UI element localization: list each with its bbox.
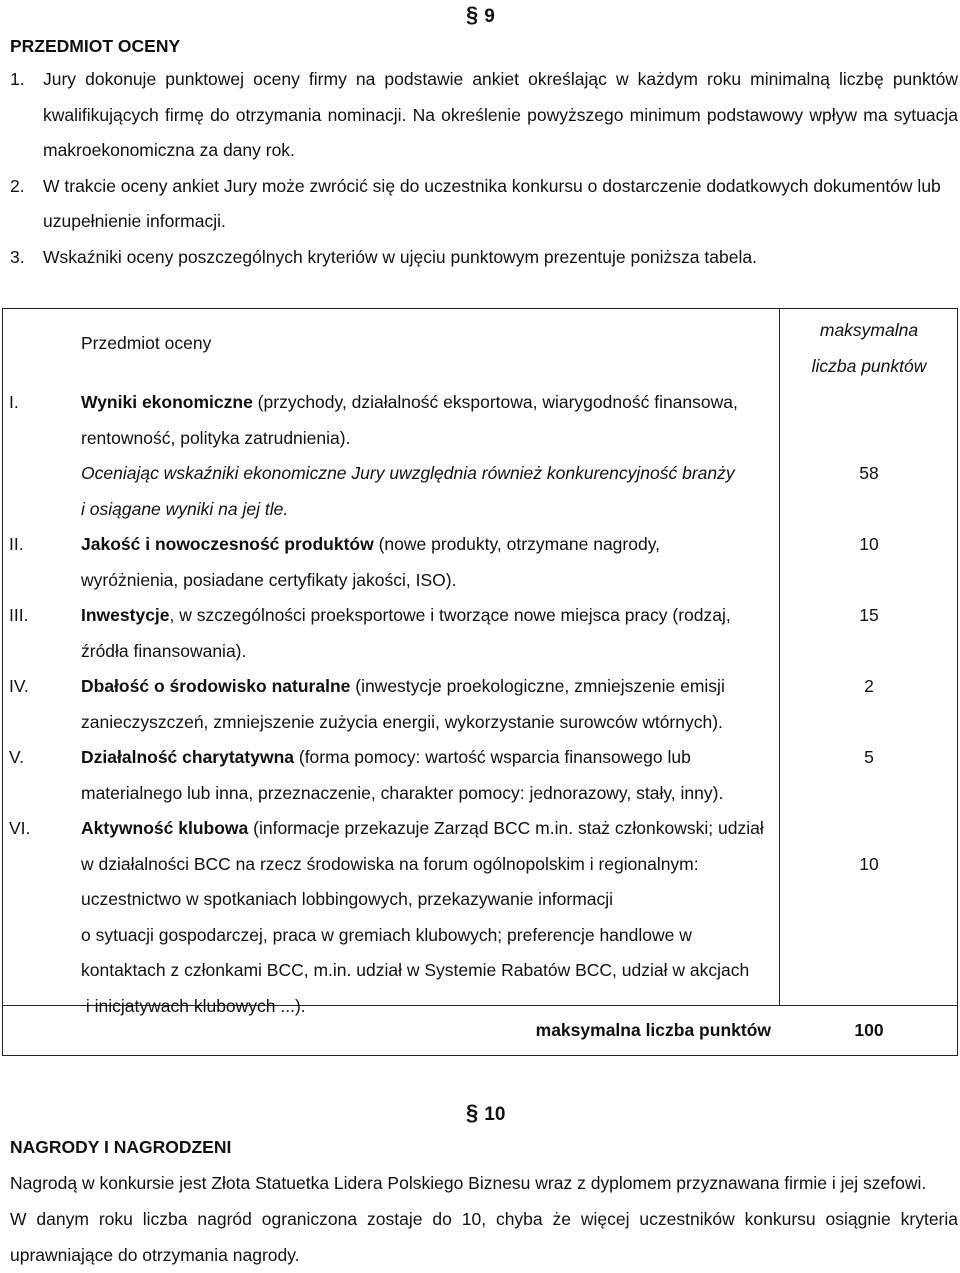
section-10-number: 10 — [484, 1104, 506, 1125]
total-value: 100 — [854, 1020, 884, 1040]
criterion-desc: (forma pomocy: wartość wsparcia finansowego lub — [294, 747, 691, 767]
criterion-title: Aktywność klubowa — [81, 818, 249, 838]
header-points-line2: liczba punktów — [811, 356, 927, 376]
header-subject: Przedmiot oceny — [81, 333, 212, 353]
criterion-title: Wyniki ekonomiczne — [81, 392, 253, 412]
criterion-number: VI. — [9, 818, 31, 838]
criterion-title: Dbałość o środowisko naturalne — [81, 676, 351, 696]
criterion-line: wyróżnienia, posiadane certyfikaty jakości, ISO). — [81, 570, 457, 590]
criterion-note: i osiągane wyniki na jej tle. — [81, 499, 289, 519]
criterion-desc: (inwestycje proekologiczne, zmniejszenie emisji — [350, 676, 725, 696]
criterion-line: zanieczyszczeń, zmniejszenie zużycia energii, wykorzystanie surowców wtórnych). — [81, 712, 723, 732]
criterion-note: Oceniając wskaźniki ekonomiczne Jury uwzględnia również konkurencyjność branży — [81, 463, 735, 483]
criterion-points: 2 — [864, 676, 874, 696]
list-item-text: W trakcie oceny ankiet Jury może zwrócić się do uczestnika konkursu o dostarczenie dodatkowych dokumentów lub uzupełnienie informacji. — [43, 175, 941, 231]
table-column-divider — [779, 309, 780, 1006]
section-sign-icon: § — [466, 1100, 479, 1125]
criterion-line: i inicjatywach klubowych ...). — [81, 996, 306, 1016]
criterion-line: w działalności BCC na rzecz środowiska na forum ogólnopolskim i regionalnym: — [81, 854, 699, 874]
list-item-text: Jury dokonuje punktowej oceny firmy na podstawie ankiet określając w każdym roku minimalną liczbę punktów kwalifikujących firmę do otrzymania nominacji. Na określenie powyższego minimum podstawowy wpływ ma sytuacja makroekonomiczna za dany rok. — [43, 69, 958, 160]
criterion-desc: (nowe produkty, otrzymane nagrody, — [373, 534, 661, 554]
criterion-desc: , w szczególności proeksportowe i tworzące nowe miejsca pracy (rodzaj, — [169, 605, 731, 625]
criterion-points: 5 — [864, 747, 874, 767]
criterion-number: I. — [9, 392, 19, 412]
criterion-points: 58 — [859, 463, 879, 483]
section-sign-icon: § — [466, 2, 479, 27]
criterion-line: rentowność, polityka zatrudnienia). — [81, 428, 351, 448]
criterion-number: II. — [9, 534, 24, 554]
criterion-title: Działalność charytatywna — [81, 747, 294, 767]
criterion-title: Jakość i nowoczesność produktów — [81, 534, 374, 554]
criterion-line — [81, 598, 775, 634]
criterion-number: V. — [9, 747, 24, 767]
criterion-number: III. — [9, 605, 29, 625]
criterion-line: uczestnictwo w spotkaniach lobbingowych, przekazywanie informacji — [81, 889, 614, 909]
criterion-line — [81, 740, 775, 776]
criterion-desc: (informacje przekazuje Zarząd BCC m.in. staż członkowski; udział — [248, 818, 764, 838]
criterion-line — [81, 811, 775, 847]
section-9-list — [10, 62, 958, 275]
scoring-table — [2, 308, 958, 1056]
section-10-paragraph-2: W danym roku liczba nagród ograniczona zostaje do 10, chyba że więcej uczestników konkursu osiągnie kryteria uprawniające do otrzymania nagrody. — [10, 1209, 958, 1265]
criterion-line: źródła finansowania). — [81, 641, 247, 661]
criterion-line — [81, 385, 775, 421]
header-points-line1: maksymalna — [819, 320, 919, 340]
criterion-line — [81, 669, 775, 705]
list-item-number: 1. — [10, 69, 25, 89]
list-item-number: 2. — [10, 175, 25, 196]
criterion-points: 15 — [859, 605, 879, 625]
criterion-desc: (przychody, działalność eksportowa, wiarygodność finansowa, — [252, 392, 738, 412]
criterion-line: kontaktach z członkami BCC, m.in. udział w Systemie Rabatów BCC, udział w akcjach — [81, 960, 750, 980]
criterion-title: Inwestycje — [81, 605, 170, 625]
criterion-number: IV. — [9, 676, 29, 696]
total-label: maksymalna liczba punktów — [535, 1020, 771, 1040]
section-9-heading: PRZEDMIOT OCENY — [10, 36, 181, 56]
section-10-mark — [466, 1100, 505, 1126]
criterion-points: 10 — [859, 854, 879, 874]
list-item-number: 3. — [10, 246, 25, 267]
section-9-number: 9 — [484, 6, 495, 27]
section-10-heading: NAGRODY I NAGRODZENI — [10, 1137, 232, 1157]
section-9-mark — [466, 2, 495, 28]
criterion-line: o sytuacji gospodarczej, praca w gremiach klubowych; preferencje handlowe w — [81, 925, 692, 945]
list-item — [10, 240, 958, 276]
criterion-line: materialnego lub inna, przeznaczenie, charakter pomocy: jednorazowy, stały, inny). — [81, 783, 724, 803]
list-item — [10, 169, 958, 240]
list-item — [10, 62, 958, 169]
section-10-paragraph-1: Nagrodą w konkursie jest Złota Statuetka Lidera Polskiego Biznesu wraz z dyplomem przyznawana firmie i jej szefowi. — [10, 1173, 927, 1193]
criterion-points: 10 — [859, 534, 879, 554]
criterion-line — [81, 527, 775, 563]
list-item-text: Wskaźniki oceny poszczególnych kryteriów w ujęciu punktowym prezentuje poniższa tabela. — [43, 246, 757, 267]
